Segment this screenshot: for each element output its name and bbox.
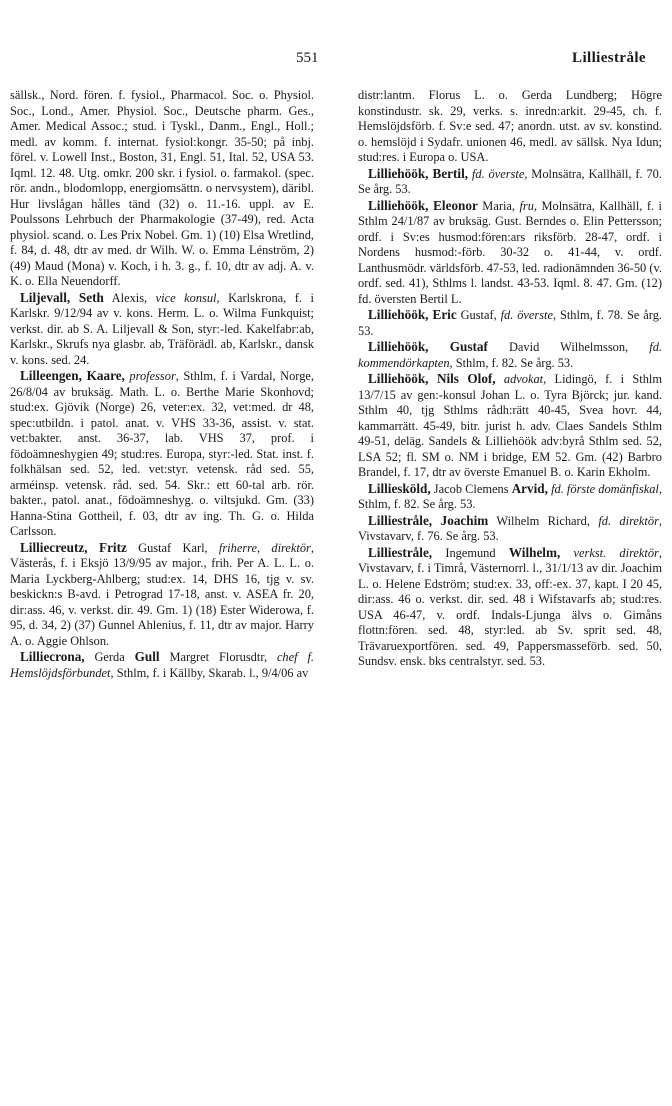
entry-name-part: Gull xyxy=(134,649,160,664)
entry-title: fd. förste domänfiskal xyxy=(551,481,659,496)
running-head: Lilliestråle xyxy=(572,50,646,66)
entry-name: Lilleengen, Kaare, xyxy=(20,368,125,383)
entry-given-names xyxy=(560,546,573,560)
entry-title: fd. överste xyxy=(471,166,525,181)
entry-name: Lilliesköld, xyxy=(368,480,431,496)
entry-name: Liljevall, Seth xyxy=(20,289,104,305)
entry-given-names: Gustaf, xyxy=(456,308,501,322)
entry xyxy=(358,481,662,513)
entry xyxy=(358,88,662,166)
entry-text: , Sthlm, f. i Källby, Skarab. l., 9/4/06 av xyxy=(110,665,309,680)
entry xyxy=(10,540,314,650)
entry xyxy=(358,198,662,308)
page-number: 551 xyxy=(296,50,319,66)
columns xyxy=(10,88,662,681)
entry xyxy=(10,88,314,290)
entry-name: Lilliehöök, Eleonor xyxy=(368,197,478,213)
entry-text: , Molnsätra, Kallhäll, f. i Sthlm 24/1/87 av bruksäg. Gust. Berndes o. Elin Pettersson; ordf. i Sv:es husmod:fören:ars riksförb. 28-47, ordf. i Nordens husmod:-förb. 30-32 o. 41-44, v. ordf. Lanthusmödr. världsförb. 47-53, led. radionämnden 36-50 (v. ordf. sed. 41), Sthlms l. landst. 43-53. Iqml. 8. 47. Gm. (12) fd. översten Bertil L. xyxy=(358,198,662,306)
entry-text: , Vivstavarv, f. i Timrå, Västernorrl. l., 31/1/13 av dir. Joachim L. o. Helene Edström; stud:ex. 33, off:-ex. 37, kapt. I 20 45, dir:ass. 46 o. verkst. dir. sed. 48 i Wifstavarfs ab; stud:res. USA 46-47, v. ordf. Indals-Ljunga älvs o. Gimåns flottn:fören. sed. 48, styr:led. ab Sv. sprit sed. 48, Trävaruexportfören. sed. 49, Pappersmasseförb. sed. 50, Sundsv. ensk. bks centralstyr. sed. 53. xyxy=(358,545,662,668)
entry-text: , Sthlm, f. 78. Se årg. 53. xyxy=(358,308,662,338)
entry xyxy=(358,545,662,670)
entry-title: friherre, direktör xyxy=(218,540,311,555)
entry-name-part: Arvid, xyxy=(511,480,548,496)
entry-name-part: Wilhelm, xyxy=(508,544,561,560)
entry-given-names: Wilhelm Richard, xyxy=(488,513,599,528)
entry-text: , Västerås, f. i Eksjö 13/9/95 av major., frih. Per A. L. L. o. Maria Lyckberg-Ahlberg; stud:ex. 14, DHS 16, tjg v. sv. beskickn:s B-avd. i Petrograd 17-18, anst. v. ASEA fr. 20, dir:ass. 46, v. verkst. dir. 49. Gm. 1) (18) Ester Widerowa, f. 95, d. 34, 2) (37) Gunnel Ahlenius, f. 11, dtr av major. Harry A. o. Aggie Ohlson. xyxy=(10,540,314,648)
page-header xyxy=(0,50,672,74)
entry xyxy=(358,339,662,371)
entry-given-names: Maria, xyxy=(477,198,520,213)
entry-title: fd. kommendörkapten xyxy=(358,340,663,370)
entry-text: , Karlskrona, f. i Karlskr. 9/12/94 av v. kons. Herm. L. o. Wilma Funkquist; verkst. dir. ab S. A. Liljevall & Son, styr:-led. Kakelfabr:ab, Karlskr., Skrufs nya glasbr. ab, Träförädl. ab, Karlskr., dansk v. kons. sed. 24. xyxy=(10,290,314,367)
entry-title: verkst. direktör xyxy=(573,545,659,560)
entry xyxy=(10,649,314,681)
entry-name: Lilliehöök, Gustaf xyxy=(368,339,488,354)
entry xyxy=(358,371,662,481)
entry-title: chef f. Hemslöjdsförbundet xyxy=(10,650,314,680)
entry-given-names: Gustaf Karl, xyxy=(126,540,219,555)
entry xyxy=(10,290,314,369)
entry-title: vice konsul xyxy=(155,290,217,305)
entry-text: , Sthlm, f. 82. Se årg. 53. xyxy=(449,355,574,370)
entry-given-names: Alexis, xyxy=(103,290,156,305)
entry-name: Lilliecrona, xyxy=(20,649,85,664)
entry-text: , Vivstavarv, f. 76. Se årg. 53. xyxy=(358,513,662,543)
entry-name: Lilliehöök, Bertil, xyxy=(368,165,469,181)
entry xyxy=(358,166,662,198)
left-column xyxy=(10,88,314,681)
entry-name: Lilliestråle, xyxy=(368,544,433,560)
entry-text: sällsk., Nord. fören. f. fysiol., Pharmacol. Soc. o. Physiol. Soc., Lond., Amer. Physiol. Soc., Deutsche pharm. Ges., Amer. Medical Assoc.; stud. i Tyskl., Danm., Engl., Holl.; medl. av komm. f. internat. fysiol:kongr. 35-50; på inbj. förel. v. Lowell Inst., Boston, 31, Engl. 51, Ital. 52, USA 53. Iqml. 12. 48. Utg. omkr. 200 skr. i fysiol. o. farmakol. (spec. rör. andn., blodomlopp, energiomsättn. o nervsystem), däribl. Hur livslågan hålles tänd (32) o. 11.-16. uppl. av E. Poulssons Lehrbuch der Pharmakologie (37-49), red. Acta physiol. scand. o. Les Prix Nobel. Gm. 1) (10) Elsa Wretlind, f. 84, d. 48, dtr av med. dr Wilh. W. o. Emma Lénström, 2) (49) Maud (Mona) v. Koch, i h. 3. g., f. 10, dtr av adj. A. v. K. o. Ella Neuendorff. xyxy=(10,88,314,288)
entry-title: fd. direktör xyxy=(598,513,659,528)
right-column xyxy=(358,88,662,681)
entry-text: , Molnsätra, Kallhäll, f. 70. Se årg. 53. xyxy=(358,166,662,196)
entry-title: fd. överste xyxy=(500,308,553,322)
entry xyxy=(358,513,662,545)
entry-name: Lilliehöök, Nils Olof, xyxy=(368,371,496,386)
entry-name: Lilliestråle, Joachim xyxy=(368,512,489,528)
entry-name: Lilliehöök, Eric xyxy=(368,307,457,322)
entry-given-names xyxy=(496,372,504,386)
entry-title: professor xyxy=(129,369,176,383)
entry-text: , Sthlm, f. i Vardal, Norge, 26/8/04 av bruksäg. Math. L. o. Berthe Marie Skonhovd; stud:ex. Gjövik (Norge) 26, veter:ex. 32, vet:med. dr 48, spec:utbildn. i patol. anat. v. VHS 33-36, assist. v. stat. vet:bakter. anst. 36-37, lab. VHS 37, prof. i födoämneshygien 49; stud:res. Europa, styr:-led. Stat. inst. f. folkhälsan sed. 52, led. vet:styr. vetensk. råd sed. 55, arméinsp. vetensk. råd. sed. 54. Skr.: ett 60-tal arb. rör. bakter., patol. anat., födoämneshyg. o. viltsjukd. Gm. (33) Hanna-Stina Gottheil, f. 03, dtr av ing. Th. G. o. Hilda Carlsson. xyxy=(10,369,314,538)
entry-given-names: Ingemund xyxy=(432,545,509,560)
entry xyxy=(10,368,314,540)
entry-text: , Sthlm, f. 82. Se årg. 53. xyxy=(358,481,662,511)
entry-given-names: Margret Florusdtr, xyxy=(159,650,277,664)
entry xyxy=(358,307,662,339)
entry-title: advokat xyxy=(503,372,544,386)
entry-name: Lilliecreutz, Fritz xyxy=(20,539,127,555)
entry-text: , Lidingö, f. i Sthlm 13/7/15 av gen:-konsul Johan L. o. Tyra Björck; jur. kand. Sthlm 40, tjg Sthlms rådh:rätt 40-45, Svea hovr. 44, kammarrätt. 45-49, bitr. jurist h. adv. Claes Sandels Sthlm 49-51, deläg. Sandels & Lilliehöök adv:byrå Sthlm sed. 52, LSA 52; fl. SM o. NM i bridge, EM 52. Gm. (42) Barbro Brandel, f. 17, dtr av överste Emanuel B. o. Karin Ekholm. xyxy=(358,372,662,479)
entry-given-names: David Wilhelmsson, xyxy=(487,340,650,354)
entry-given-names: Gerda xyxy=(84,650,135,664)
entry-text: distr:lantm. Florus L. o. Gerda Lundberg; Högre konstindustr. sk. 29, verks. s. inredn:arkit. 29-45, ch. f. Hemslöjdsförb. f. Sv:e sed. 47; anordn. utst. av sv. konstind. o. hemslöjd i Sydafr. unionen 46, medl. av sällsk. Nya Idun; stud:res. i Europa o. USA. xyxy=(358,88,662,164)
entry-given-names: Jacob Clemens xyxy=(430,481,512,496)
entry-title: fru xyxy=(519,198,534,213)
